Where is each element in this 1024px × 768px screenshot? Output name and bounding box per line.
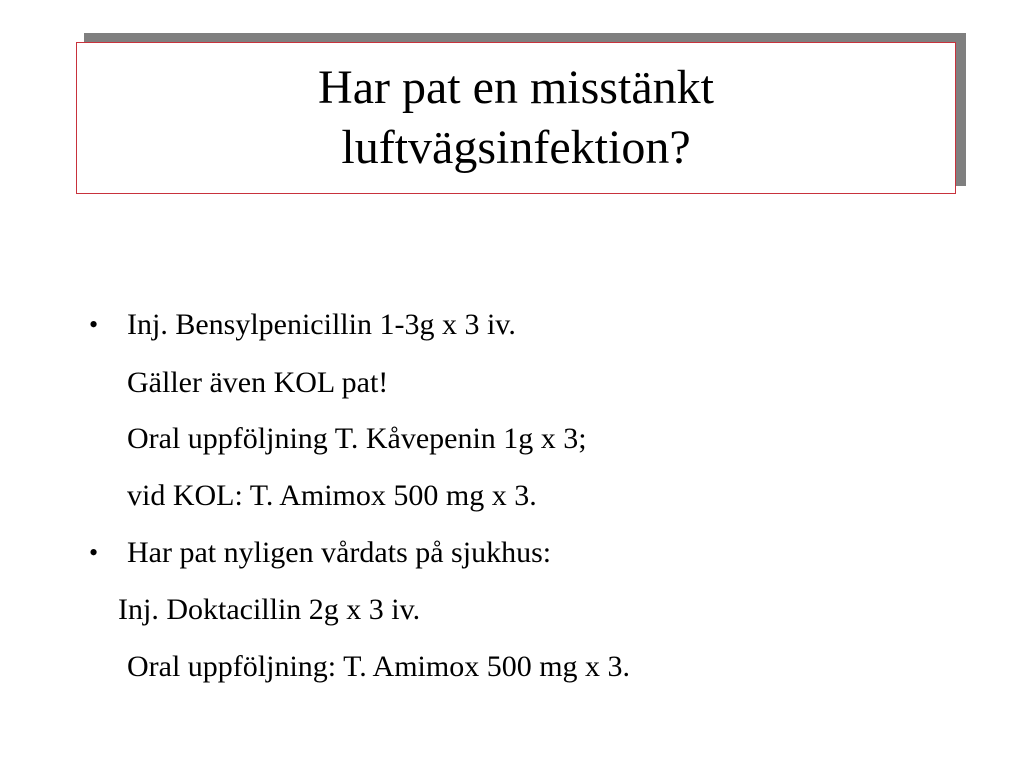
body-line-3: Oral uppföljning T. Kåvepenin 1g x 3;: [127, 422, 587, 455]
body-line-7: Oral uppföljning: T. Amimox 500 mg x 3.: [127, 650, 631, 683]
bullet-1-icon: •: [89, 310, 99, 339]
body-line-6: Inj. Doktacillin 2g x 3 iv.: [118, 593, 421, 626]
bullet-2-icon: •: [89, 538, 99, 567]
body-line-5: Har pat nyligen vårdats på sjukhus:: [127, 536, 552, 569]
body-line-1: Inj. Bensylpenicillin 1-3g x 3 iv.: [127, 308, 516, 341]
body-line-4: vid KOL: T. Amimox 500 mg x 3.: [127, 479, 537, 512]
body-line-2: Gäller även KOL pat!: [127, 366, 389, 399]
title-line-1: Har pat en misstänkt: [318, 61, 714, 114]
title-line-2: luftvägsinfektion?: [341, 121, 691, 174]
